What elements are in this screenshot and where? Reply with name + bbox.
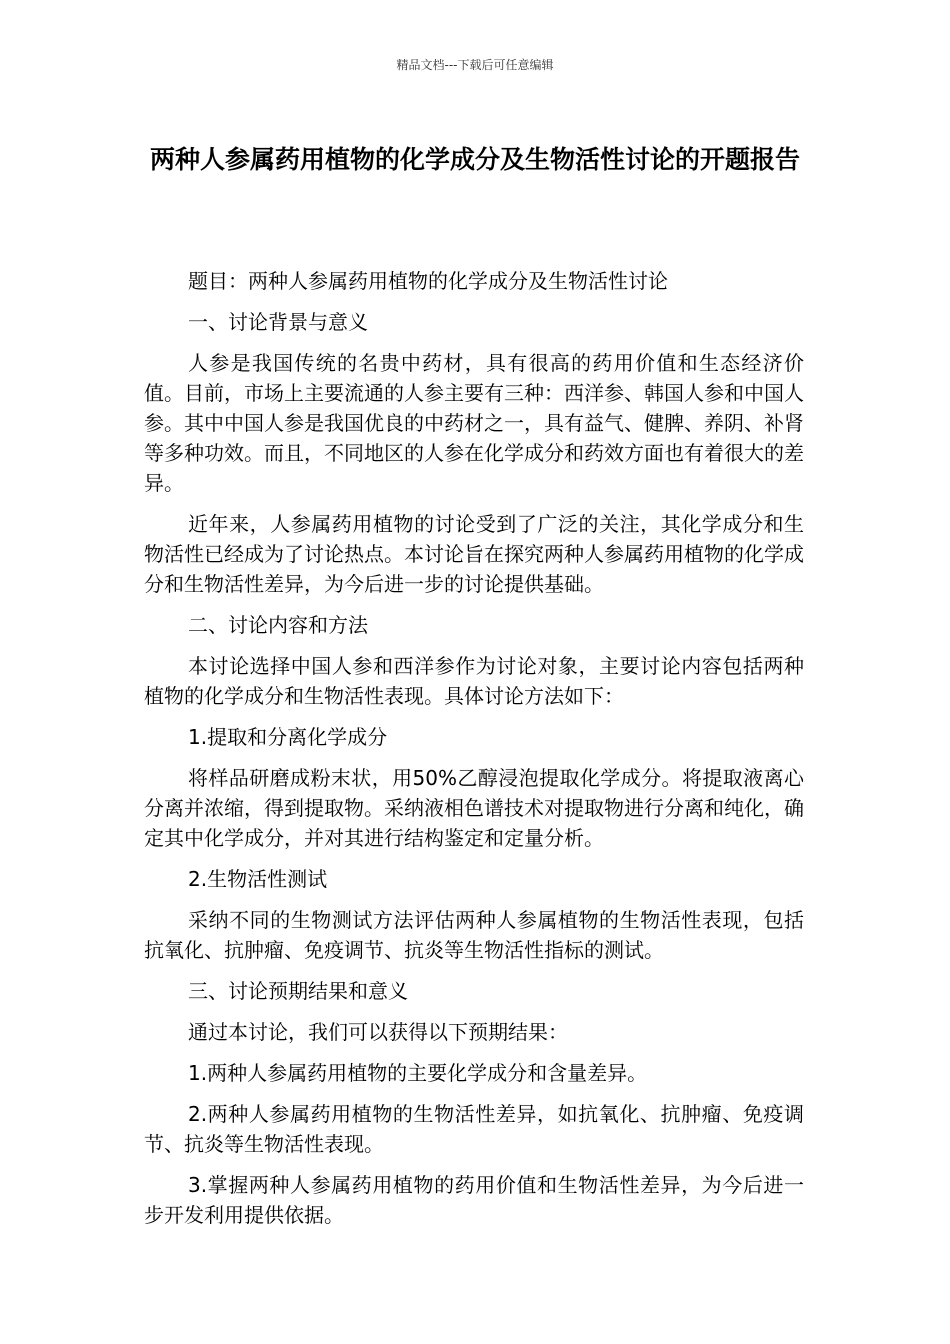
document-body xyxy=(144,266,804,1241)
section-heading-background: 一、讨论背景与意义 xyxy=(188,310,368,334)
header-note: 精品文档---下载后可任意编辑 xyxy=(396,58,554,72)
result-item-2: 2.两种人参属药用植物的生物活性差异，如抗氧化、抗肿瘤、免疫调节、抗炎等生物活性表现。 xyxy=(144,1102,804,1156)
paragraph-extraction: 将样品研磨成粉末状，用50%乙醇浸泡提取化学成分。将提取液离心分离并浓缩，得到提取物。采纳液相色谱技术对提取物进行分离和纯化，确定其中化学成分，并对其进行结构鉴定和定量分析。 xyxy=(144,766,804,850)
paragraph-results-intro: 通过本讨论，我们可以获得以下预期结果： xyxy=(188,1020,568,1044)
subheading-bioactivity: 2.生物活性测试 xyxy=(188,867,328,891)
result-item-1: 1.两种人参属药用植物的主要化学成分和含量差异。 xyxy=(188,1061,648,1085)
document-title: 两种人参属药用植物的化学成分及生物活性讨论的开题报告 xyxy=(149,145,800,174)
subheading-extraction: 1.提取和分离化学成分 xyxy=(188,725,388,749)
subject-line: 题目：两种人参属药用植物的化学成分及生物活性讨论 xyxy=(188,269,668,293)
paragraph-methods-intro: 本讨论选择中国人参和西洋参作为讨论对象，主要讨论内容包括两种植物的化学成分和生物活性表现。具体讨论方法如下： xyxy=(144,654,804,708)
section-heading-methods: 二、讨论内容和方法 xyxy=(188,613,368,637)
paragraph-bioactivity: 采纳不同的生物测试方法评估两种人参属植物的生物活性表现，包括抗氧化、抗肿瘤、免疫调节、抗炎等生物活性指标的测试。 xyxy=(144,908,804,962)
section-heading-results: 三、讨论预期结果和意义 xyxy=(188,979,408,1003)
paragraph-background-2: 近年来，人参属药用植物的讨论受到了广泛的关注，其化学成分和生物活性已经成为了讨论热点。本讨论旨在探究两种人参属药用植物的化学成分和生物活性差异，为今后进一步的讨论提供基础。 xyxy=(144,512,804,596)
paragraph-background-1: 人参是我国传统的名贵中药材，具有很高的药用价值和生态经济价值。目前，市场上主要流通的人参主要有三种：西洋参、韩国人参和中国人参。其中中国人参是我国优良的中药材之一，具有益气、健脾、养阴、补肾等多种功效。而且，不同地区的人参在化学成分和药效方面也有着很大的差异。 xyxy=(144,351,804,495)
result-item-3: 3.掌握两种人参属药用植物的药用价值和生物活性差异，为今后进一步开发利用提供依据。 xyxy=(144,1173,804,1227)
